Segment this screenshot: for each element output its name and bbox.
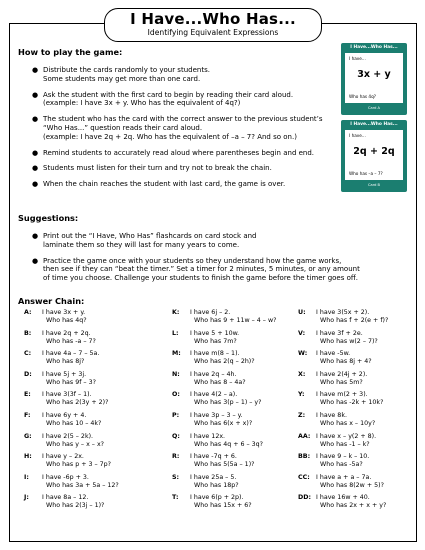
entry-text bbox=[42, 330, 96, 346]
answer-entry bbox=[24, 494, 149, 515]
list-item bbox=[32, 91, 342, 109]
entry-have: I have 3(5x + 2). bbox=[316, 309, 370, 316]
entry-who: Who has 3(p – 1) – y? bbox=[194, 399, 262, 407]
entry-label: M: bbox=[172, 350, 181, 358]
entry-have: I have -5w. bbox=[316, 350, 351, 358]
entry-label: E: bbox=[24, 391, 31, 399]
card-face bbox=[345, 130, 403, 180]
answer-column bbox=[24, 309, 149, 515]
entry-label: B: bbox=[24, 329, 32, 337]
answer-entry bbox=[24, 453, 149, 474]
list-item-line: When the chain reaches the student with last card, the game is over. bbox=[43, 180, 286, 189]
entry-have: I have 2(4j + 2). bbox=[316, 370, 368, 378]
entry-label: DD: bbox=[298, 494, 311, 502]
entry-text bbox=[42, 494, 104, 510]
entry-have: I have m(2 + 3). bbox=[316, 391, 368, 399]
title-banner bbox=[104, 8, 322, 42]
list-item-line: Print out the “I Have, Who Has” flashcards on card stock and bbox=[43, 232, 257, 240]
entry-text bbox=[190, 412, 252, 428]
answer-entry bbox=[24, 412, 149, 433]
page-subtitle: Identifying Equivalent Expressions bbox=[147, 28, 279, 37]
entry-have: I have 5 + 10w. bbox=[190, 329, 240, 337]
list-item-line: Distribute the cards randomly to your students. bbox=[43, 66, 210, 74]
entry-have: I have 4a – 7 – 5a. bbox=[42, 350, 100, 358]
entry-text bbox=[42, 433, 104, 449]
list-item bbox=[32, 66, 342, 84]
answer-entry bbox=[172, 309, 297, 330]
card-title: I Have...Who Has... bbox=[350, 122, 398, 127]
entry-text bbox=[316, 453, 369, 469]
bullet-icon: ● bbox=[32, 90, 39, 99]
answer-entry bbox=[172, 494, 297, 515]
entry-label: I: bbox=[24, 473, 29, 481]
entry-have: I have 3p – 3 – y. bbox=[190, 411, 243, 419]
entry-have: I have -6p + 3. bbox=[42, 473, 89, 481]
entry-label: D: bbox=[24, 370, 32, 378]
page-title: I Have...Who Has... bbox=[130, 10, 296, 28]
entry-label: CC: bbox=[298, 473, 310, 481]
entry-who: Who has 2(3y + 2)? bbox=[46, 399, 109, 407]
answer-entry bbox=[298, 371, 423, 392]
entry-label: V: bbox=[298, 329, 306, 337]
answer-entry bbox=[298, 433, 423, 454]
entry-who: Who has -2k + 10k? bbox=[320, 399, 384, 407]
entry-label: BB: bbox=[298, 453, 311, 461]
answer-entry bbox=[298, 412, 423, 433]
list-item-line: (example: I have 3x + y. Who has the equivalent of 4q?) bbox=[43, 99, 241, 108]
entry-have: I have x – y(2 + 8). bbox=[316, 432, 377, 440]
list-item bbox=[32, 232, 402, 250]
entry-text bbox=[190, 453, 255, 469]
entry-who: Who has 5(5a – 1)? bbox=[194, 461, 255, 469]
entry-have: I have m(8 – 1). bbox=[190, 350, 240, 358]
entry-text bbox=[316, 350, 372, 366]
entry-have: I have 3(3f – 1). bbox=[42, 391, 92, 399]
list-item-line: Remind students to accurately read aloud where parentheses begin and end. bbox=[43, 148, 315, 157]
card-have-label: I have... bbox=[349, 133, 366, 138]
list-item-line: Ask the student with the first card to begin by reading their card aloud. bbox=[43, 90, 294, 99]
entry-have: I have 8a – 12. bbox=[42, 494, 89, 502]
suggestions-list bbox=[32, 232, 402, 290]
card-have-label: I have... bbox=[349, 56, 366, 61]
list-item bbox=[32, 149, 342, 158]
entry-who: Who has -a – 7? bbox=[46, 337, 96, 345]
entry-who: Who has 3a + 5a – 12? bbox=[46, 481, 119, 489]
entry-who: Who has 15x + 6? bbox=[194, 502, 252, 510]
card-who-has: Who has 4q? bbox=[349, 94, 376, 99]
entry-have: I have 6(p + 2p). bbox=[190, 494, 244, 502]
answer-entry bbox=[24, 330, 149, 351]
entry-who: Who has 4q + 6 – 3q? bbox=[194, 440, 263, 448]
entry-text bbox=[42, 309, 87, 325]
list-item-line: then see if they can “beat the timer.” Set a timer for 2 minutes, 5 minutes, or any amount bbox=[43, 265, 360, 274]
card-footer: Card B bbox=[367, 183, 380, 187]
bullet-icon: ● bbox=[32, 164, 39, 173]
entry-who: Who has 6(x + x)? bbox=[194, 419, 253, 427]
answer-entry bbox=[24, 391, 149, 412]
bullet-icon: ● bbox=[32, 66, 39, 74]
answer-entry bbox=[172, 330, 297, 351]
bullet-icon: ● bbox=[32, 148, 39, 157]
entry-have: I have 16w + 40. bbox=[316, 494, 370, 502]
list-item-line: Some students may get more than one card. bbox=[43, 74, 201, 83]
entry-label: H: bbox=[24, 453, 32, 461]
bullet-icon: ● bbox=[32, 256, 39, 265]
entry-who: Who has 8 – 4a? bbox=[194, 378, 246, 386]
entry-who: Who has 10 – 4k? bbox=[46, 419, 102, 427]
entry-have: I have 12x. bbox=[190, 432, 226, 440]
entry-text bbox=[190, 371, 246, 387]
entry-label: J: bbox=[24, 494, 29, 502]
entry-label: A: bbox=[24, 309, 32, 316]
suggestions-heading: Suggestions: bbox=[18, 213, 79, 223]
bullet-icon: ● bbox=[32, 232, 39, 240]
entry-who: Who has 8j? bbox=[46, 358, 85, 366]
entry-label: AA: bbox=[298, 432, 311, 440]
list-item-line: (example: I have 2q + 2q. Who has the equivalent of –a – 7? And so on.) bbox=[43, 132, 297, 141]
entry-label: X: bbox=[298, 370, 306, 378]
answer-entry bbox=[24, 350, 149, 371]
card-face bbox=[345, 53, 403, 103]
entry-who: Who has 7m? bbox=[194, 337, 237, 345]
entry-text bbox=[42, 474, 119, 490]
answer-entry bbox=[298, 494, 423, 515]
entry-label: O: bbox=[172, 391, 180, 399]
flashcard bbox=[341, 120, 407, 192]
answer-chain-heading: Answer Chain: bbox=[18, 296, 85, 306]
entry-text bbox=[190, 433, 263, 449]
entry-label: G: bbox=[24, 432, 32, 440]
entry-have: I have 4(2 – a). bbox=[190, 391, 238, 399]
entry-have: I have 3x + y. bbox=[42, 309, 86, 316]
entry-who: Who has 9 + 11w – 4 – w? bbox=[194, 317, 277, 324]
entry-have: I have 8k. bbox=[316, 411, 347, 419]
entry-text bbox=[316, 412, 375, 428]
entry-text bbox=[316, 494, 386, 510]
answer-entry bbox=[172, 412, 297, 433]
entry-have: I have y – 2x. bbox=[42, 453, 84, 461]
card-value: 3x + y bbox=[357, 69, 391, 80]
answer-entry bbox=[298, 350, 423, 371]
entry-who: Who has -5a? bbox=[320, 461, 363, 469]
list-item-line: Practice the game once with your students so they understand how the game works, bbox=[43, 256, 342, 265]
entry-have: I have 9 – k – 10. bbox=[316, 453, 370, 461]
list-item-line: Students must listen for their turn and try not to break the chain. bbox=[43, 164, 272, 173]
entry-who: Who has 18p? bbox=[194, 481, 239, 489]
list-item bbox=[32, 164, 342, 173]
entry-text bbox=[316, 391, 383, 407]
entry-have: I have 6y + 4. bbox=[42, 411, 87, 419]
entry-text bbox=[42, 371, 96, 387]
entry-who: Who has 4q? bbox=[46, 317, 87, 324]
entry-label: W: bbox=[298, 350, 308, 358]
entry-label: F: bbox=[24, 411, 31, 419]
entry-text bbox=[316, 474, 384, 490]
answer-entry bbox=[24, 309, 149, 330]
entry-who: Who has w(2 – 7)? bbox=[320, 337, 378, 345]
how-to-list bbox=[32, 66, 342, 196]
answer-entry bbox=[172, 453, 297, 474]
list-item-line: The student who has the card with the correct answer to the previous student’s bbox=[43, 115, 323, 124]
entry-text bbox=[42, 412, 101, 428]
answer-entry bbox=[172, 474, 297, 495]
bullet-icon: ● bbox=[32, 115, 39, 124]
entry-text bbox=[316, 330, 378, 346]
entry-text bbox=[316, 371, 367, 387]
entry-label: P: bbox=[172, 411, 180, 419]
list-item bbox=[32, 115, 342, 141]
entry-text bbox=[190, 330, 239, 346]
entry-have: I have a + a – 7a. bbox=[316, 473, 372, 481]
entry-label: S: bbox=[172, 473, 180, 481]
answer-entry bbox=[172, 433, 297, 454]
answer-entry bbox=[298, 453, 423, 474]
entry-text bbox=[190, 474, 239, 490]
answer-entry bbox=[172, 391, 297, 412]
entry-who: Who has 2(q – 2h)? bbox=[194, 358, 255, 366]
card-footer: Card A bbox=[367, 106, 380, 110]
answer-column bbox=[172, 309, 297, 515]
entry-who: Who has 5m? bbox=[320, 378, 363, 386]
answer-entry bbox=[298, 474, 423, 495]
answer-entry bbox=[298, 309, 423, 330]
entry-have: I have 5j + 3j. bbox=[42, 370, 87, 378]
answer-entry bbox=[24, 371, 149, 392]
list-item-line: of time you choose. Challenge your students to finish the game before the timer goes off. bbox=[43, 274, 358, 283]
entry-have: I have 3f + 2e. bbox=[316, 329, 363, 337]
entry-text bbox=[42, 391, 108, 407]
entry-text bbox=[190, 391, 262, 407]
entry-text bbox=[316, 309, 388, 325]
list-item-line: “Who Has...” question reads their card aloud. bbox=[43, 123, 203, 132]
list-item bbox=[32, 257, 402, 283]
entry-label: Z: bbox=[298, 411, 306, 419]
entry-label: Q: bbox=[172, 432, 180, 440]
entry-have: I have 2(5 – 2k). bbox=[42, 432, 94, 440]
entry-label: R: bbox=[172, 453, 180, 461]
answer-entry bbox=[298, 391, 423, 412]
entry-who: Who has p + 3 – 7p? bbox=[46, 461, 111, 469]
answer-column bbox=[298, 309, 423, 515]
card-value: 2q + 2q bbox=[353, 146, 395, 157]
entry-label: Y: bbox=[298, 391, 305, 399]
entry-label: T: bbox=[172, 494, 179, 502]
entry-who: Who has x – 10y? bbox=[320, 419, 376, 427]
answer-entry bbox=[172, 350, 297, 371]
list-item bbox=[32, 180, 342, 189]
entry-text bbox=[190, 309, 276, 325]
entry-label: K: bbox=[172, 309, 180, 316]
card-who-has: Who has –a – 7? bbox=[349, 171, 383, 176]
how-to-heading: How to play the game: bbox=[18, 47, 123, 57]
entry-who: Who has -1 – k? bbox=[320, 440, 370, 448]
answer-entry bbox=[24, 474, 149, 495]
entry-who: Who has 8(2w + 5)? bbox=[320, 481, 384, 489]
answer-entry bbox=[172, 371, 297, 392]
entry-who: Who has 2x + x + y? bbox=[320, 502, 387, 510]
entry-who: Who has 2(3j – 1)? bbox=[46, 502, 105, 510]
card-title: I Have...Who Has... bbox=[350, 45, 398, 50]
bullet-icon: ● bbox=[32, 180, 39, 189]
entry-who: Who has y – x – x? bbox=[46, 440, 105, 448]
answer-entry bbox=[298, 330, 423, 351]
answer-entry bbox=[24, 433, 149, 454]
entry-text bbox=[42, 350, 99, 366]
entry-label: C: bbox=[24, 350, 32, 358]
entry-text bbox=[190, 494, 252, 510]
entry-text bbox=[42, 453, 111, 469]
entry-text bbox=[190, 350, 255, 366]
entry-have: I have 25a – 5. bbox=[190, 473, 237, 481]
entry-text bbox=[316, 433, 376, 449]
entry-label: L: bbox=[172, 329, 179, 337]
entry-have: I have 2q – 4h. bbox=[190, 370, 237, 378]
entry-label: N: bbox=[172, 370, 180, 378]
entry-label: U: bbox=[298, 309, 306, 316]
entry-have: I have -7q + 6. bbox=[190, 453, 237, 461]
entry-who: Who has 9f – 3? bbox=[46, 378, 96, 386]
flashcard bbox=[341, 43, 407, 115]
entry-have: I have 6j – 2. bbox=[190, 309, 231, 316]
list-item-line: laminate them so they will last for many years to come. bbox=[43, 240, 240, 249]
entry-have: I have 2q + 2q. bbox=[42, 329, 91, 337]
entry-who: Who has 8j + 4? bbox=[320, 358, 372, 366]
entry-who: Who has f + 2(e + f)? bbox=[320, 317, 389, 324]
